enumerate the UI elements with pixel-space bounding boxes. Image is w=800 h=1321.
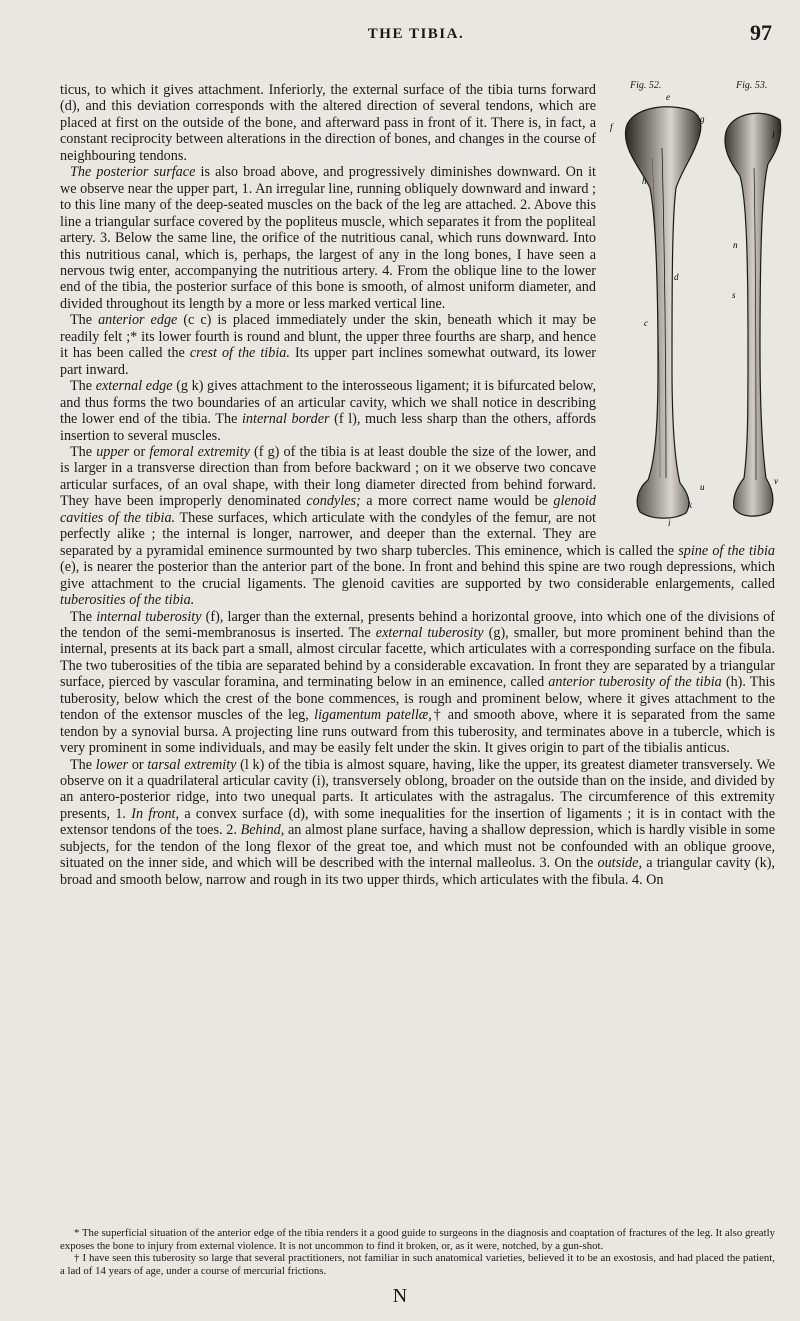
term-lower: lower — [95, 756, 129, 773]
footnote-1: * The superficial situation of the anterior edge of the tibia renders it a good guide to surgeons in the diagnosis and coaptation of fractures of the leg. It also greatly exposes the bone to injury from external violence. It is not uncommon to find it broken, or, as it were, notched, by a gun-shot. — [60, 1227, 775, 1252]
footnotes — [60, 1227, 775, 1277]
text-run: The — [70, 378, 96, 395]
term-external-tuberosity: external tuberosity — [375, 624, 484, 641]
term-crest: crest of the tibia. — [189, 345, 290, 362]
text-run: Its upper part inclines somewhat outward, its lower part inward. — [60, 345, 597, 378]
term-posterior-surface: The posterior surface — [70, 164, 196, 181]
term-in-front: In front, — [131, 805, 180, 822]
text-run: The — [70, 312, 99, 329]
term-femoral-extremity: femoral extremity — [149, 443, 250, 460]
text-run: an almost plane surface, having a shallow depression, which is hardly visible in some subjects, for the tendon of the long flexor of the great toe, and which must not be confounded with an oblique groove, situated on the inner side, and which will be described with the internal malleolus. 3. On the — [60, 822, 775, 872]
term-behind: Behind, — [240, 822, 285, 839]
fig52-letter-i: i — [668, 518, 671, 528]
term-outside: outside, — [597, 855, 642, 872]
fig53-letter-n: n — [733, 240, 738, 250]
text-run: The — [70, 443, 97, 460]
body-text — [60, 80, 778, 888]
term-external-edge: external edge — [95, 378, 173, 395]
tibia-52-shape — [625, 107, 700, 518]
page-number: 97 — [750, 20, 772, 45]
term-condyles: condyles; — [306, 493, 361, 510]
fig53-letter-s: s — [732, 290, 736, 300]
fig52-letter-g: g — [700, 114, 705, 124]
tibia-53-shape — [725, 113, 781, 516]
fig52-letter-h: h — [642, 176, 647, 186]
text-run: or — [128, 756, 148, 773]
text-run: a more correct name would be — [360, 493, 554, 510]
text-run: (g), smaller, but more prominent behind than the internal, presents at its back part a small, almost circular facette, which articulates with a corresponding surface on the fibula. The two tuberosities of the tibia are separated behind by a considerable excavation. In front they are separated by a triangular surface, pierced by vascular foramina, and terminating below in an eminence, called — [60, 624, 775, 691]
text-run: The — [70, 608, 97, 625]
text-run: † and smooth above, where it is separated from the same tendon by a synovial bursa. A projecting line runs outward from this tuberosity, and terminates above in a tubercle, which is very prominent in some individuals, and may be easily felt under the skin. It gives origin to part of the tibialis anticus. — [60, 707, 775, 757]
text-run: (f g) of the tibia is at least double the size of the lower, and is larger in a transverse direction than from before backward ; on it we observe two concave articular surfaces, of an oval shape, with their long diameter directed from behind forward. They have been improperly denominated — [60, 443, 596, 510]
text-run: is also broad above, and progressively diminishes downward. On it we observe near the upper part, 1. An irregular line, running obliquely downward and inward ; to this line many of the deep-seated muscles on the back of the leg are attached. 2. Above this line a triangular surface covered by the popliteus muscle, which separates it from the popliteal artery. 3. Below the same line, the orifice of the nutritious canal, which runs downward. Into this nutritious canal, which is, perhaps, the largest of any in the long bones, I have seen a nervous twig enter, accompanying the nutritious artery. 4. From the oblique line to the lower end of the tibia, the posterior surface of this bone is smooth, of almost uniform diameter, and divided throughout its length by a more or less marked vertical line. — [60, 164, 596, 312]
fig52-letter-u: u — [700, 482, 705, 492]
term-ligamentum-patellae: ligamentum patellæ, — [314, 707, 432, 724]
text-run: a convex surface (d), with some inequalities for the insertion of ligaments ; it is in contact with the extensor tendons of the toes. 2. — [60, 805, 775, 839]
paragraph-1: ticus, to which it gives attachment. Inferiorly, the external surface of the tibia turns forward (d), and this deviation corresponds with the altered direction of several tendons, which are placed at first on the outside of the bone, and afterward pass in front of it. There is, in fact, a constant reciprocity between alterations in the direction of bones, and changes in the course of neighbouring tendons. — [60, 82, 596, 164]
term-tuberosities: tuberosities of the tibia. — [60, 592, 195, 609]
text-run: (g k) gives attachment to the interosseous ligament; it is bifurcated below, and thus forms the two boundaries of an articular cavity, which we shall notice in describing the lower end of the tibia. The — [60, 378, 597, 428]
page-header — [60, 14, 772, 48]
text-run: or — [129, 443, 150, 460]
text-run: (l k) of the tibia is almost square, having, like the upper, its greatest diameter transversely. We observe on it a quadrilateral articular cavity (i), transversely oblong, broader on the outside than on the inside, and divided by an antero-posterior ridge, into two unequal parts. It articulates with the astragalus. The circumference of this extremity presents, 1. — [60, 756, 775, 822]
tibia-figures — [608, 78, 783, 538]
paragraph-internal-tuberosity — [60, 609, 775, 757]
text-run: (f), larger than the external, presents behind a horizontal groove, into which one of the divisions of the tendon of the semi-membranosus is inserted. The — [60, 608, 775, 641]
fig52-letter-f: f — [610, 122, 613, 132]
figure-53-label: Fig. 53. — [736, 80, 768, 91]
paragraph-lower-extremity — [60, 757, 775, 889]
text-run: a triangular cavity (k), broad and smooth below, narrow and rough in its two upper thirds, which articulates with the fibula. 4. On — [60, 855, 775, 888]
text-run: (f l), much less sharp than the others, affords insertion to several muscles. — [60, 411, 596, 444]
fig52-letter-e: e — [666, 92, 670, 102]
fig52-letter-c: c — [644, 318, 648, 328]
term-internal-tuberosity: internal tuberosity — [96, 608, 202, 625]
fig53-letter-l: l — [772, 130, 775, 140]
figure-52-label: Fig. 52. — [630, 80, 662, 91]
text-run: These surfaces, which articulate with the condyles of the femur, are not perfectly alike ; the internal is longer, narrower, and deeper than the external. They are separated by a pyramidal eminence surmounted by two sharp tubercles. This eminence, which is called the — [60, 509, 679, 559]
term-tarsal-extremity: tarsal extremity — [147, 756, 237, 773]
term-anterior-tuberosity: anterior tuberosity of the tibia — [548, 674, 722, 691]
term-anterior-edge: anterior edge — [98, 312, 178, 329]
fig52-letter-k: k — [688, 500, 692, 510]
text-run: (c c) is placed immediately under the skin, beneath which it may be readily felt ;* its lower fourth is round and blunt, the upper three fourths are sharp, and hence it has been called the — [60, 312, 596, 362]
term-spine: spine of the tibia — [678, 542, 775, 559]
term-glenoid: glenoid cavities of the tibia. — [60, 493, 596, 526]
text-run: The — [70, 756, 96, 773]
running-head: THE TIBIA. — [367, 26, 465, 42]
signature-mark: N — [392, 1285, 408, 1307]
term-upper: upper — [96, 443, 130, 460]
fig53-letter-v: v — [774, 476, 778, 486]
text-run: (h). This tuberosity, below which the crest of the bone commences, is rough and prominent below, where it gives attachment to the tendon of the extensor muscles of the leg, — [60, 674, 776, 724]
footnote-2: † I have seen this tuberosity so large that several practitioners, not familiar in such anatomical varieties, believed it to be an exostosis, and had placed the patient, a lad of 14 years of age, under a course of mercurial frictions. — [60, 1252, 775, 1277]
text-run: (e), is nearer the posterior than the anterior part of the bone. In front and behind this spine are two rough depressions, which give attachment to the crucial ligaments. The glenoid cavities are supported by two considerable enlargements, called — [60, 559, 775, 592]
term-internal-border: internal border — [241, 411, 330, 428]
tibia-engraving — [608, 88, 783, 533]
fig52-letter-d: d — [674, 272, 679, 282]
